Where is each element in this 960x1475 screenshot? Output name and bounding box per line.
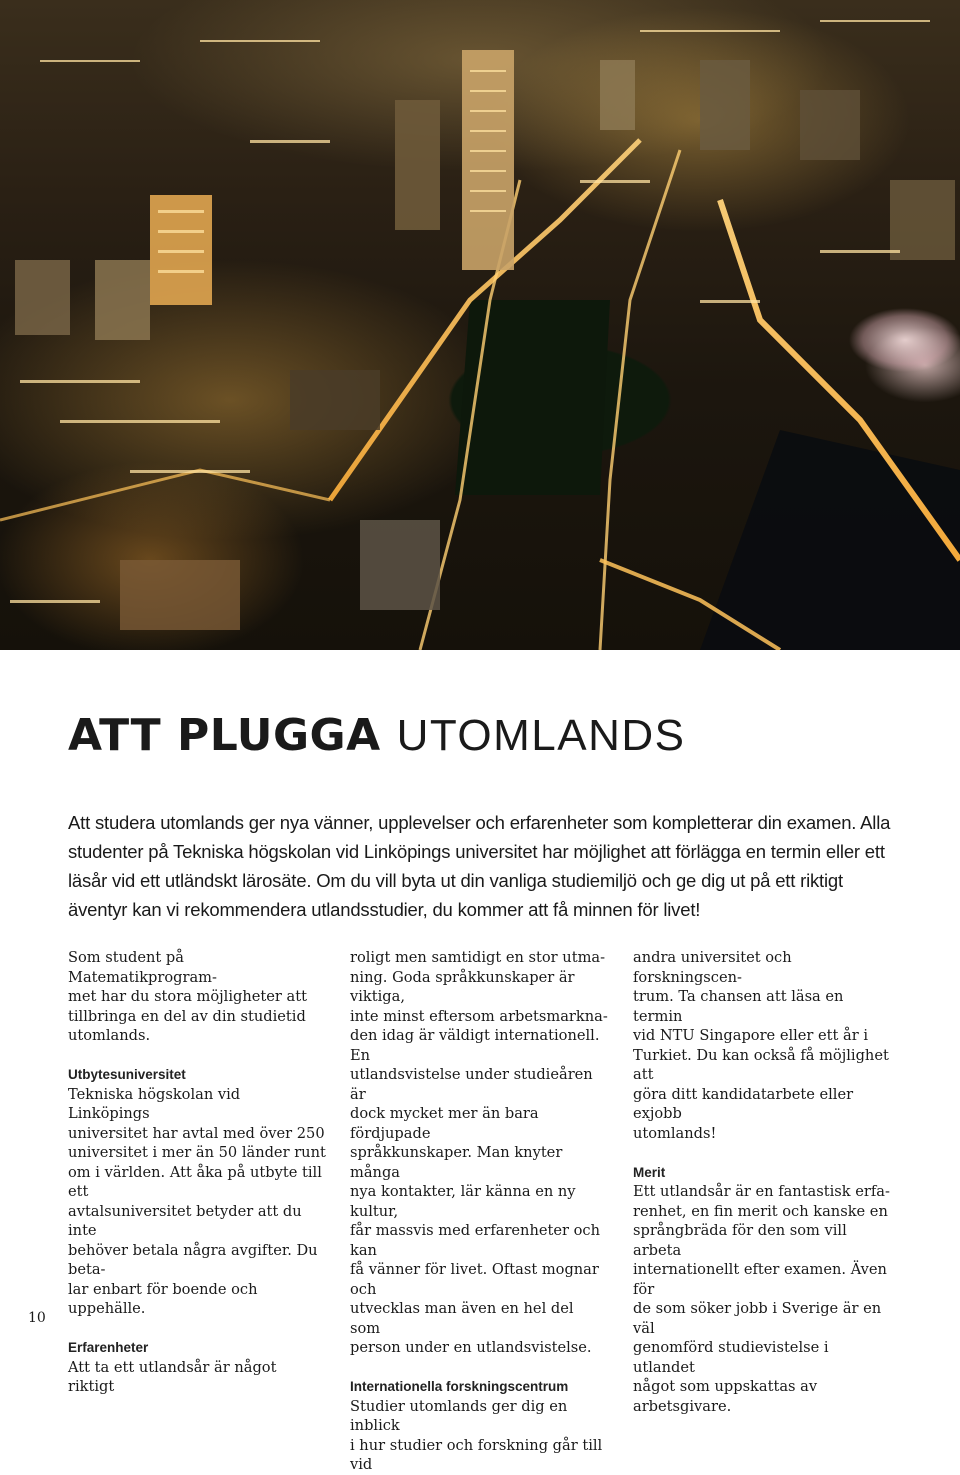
col1-paragraph-1	[68, 948, 326, 1046]
column-3	[633, 948, 891, 1416]
intro-paragraph: Att studera utomlands ger nya vänner, upplevelser och erfarenheter som kompletterar din examen. Alla studenter på Tekniska högskolan vid Linköpings universitet har möjlighet att förlägga en termin eller ett läsår vid ett utländskt lärosäte. Om du vill byta ut din vanliga studiemiljö och ge dig ut på ett riktigt äventyr kan vi rekommendera utlandsstudier, du kommer att få minnen för livet!	[68, 812, 891, 920]
line: met har du stora möjligheter att	[68, 988, 307, 1005]
line: Tekniska högskolan vid Linköpings	[68, 1085, 241, 1122]
col1-heading-erfarenheter: Erfarenheter	[68, 1340, 149, 1355]
col2-heading-internationella-forskningscentrum: Internationella forskningscentrum	[350, 1379, 569, 1394]
line: utlandsvistelse under studieåren är	[350, 1066, 593, 1103]
line: person under en utlandsvistelse.	[350, 1339, 592, 1356]
page-number: 10	[28, 1310, 46, 1326]
line: inte minst eftersom arbetsmarkna-	[350, 1007, 608, 1025]
column-1	[68, 948, 326, 1397]
col2-paragraph-2	[350, 1397, 608, 1475]
line: andra universitet och forskningscen-	[633, 949, 792, 986]
line: universitet i mer än 50 länder runt	[68, 1144, 326, 1161]
line: ning. Goda språkkunskaper är viktiga,	[350, 968, 575, 1005]
line: internationellt efter examen. Även för	[633, 1261, 887, 1298]
line: utomlands!	[633, 1124, 717, 1142]
line: genomförd studievistelse i utlandet	[633, 1339, 829, 1376]
line: Ett utlandsår är en fantastisk erfa-	[633, 1183, 890, 1200]
col2-paragraph-1	[350, 948, 608, 1358]
line: renhet, en fin merit och kanske en	[633, 1202, 888, 1220]
col3-paragraph-1	[633, 948, 891, 1143]
col1-paragraph-3	[68, 1358, 326, 1397]
line: dock mycket mer än bara fördjupade	[350, 1105, 539, 1142]
line: får massvis med erfarenheter och kan	[350, 1222, 600, 1259]
col1-heading-utbytesuniversitet: Utbytesuniversitet	[68, 1067, 186, 1082]
line: avtalsuniversitet betyder att du inte	[68, 1202, 302, 1239]
line: trum. Ta chansen att läsa en termin	[633, 988, 844, 1025]
page-title	[68, 708, 686, 764]
line: Turkiet. Du kan också få möjlighet att	[633, 1046, 889, 1083]
line: roligt men samtidigt en stor utma-	[350, 949, 606, 966]
line: Studier utomlands ger dig en inblick	[350, 1397, 568, 1434]
line: lar enbart för boende och uppehälle.	[68, 1280, 258, 1317]
line: utvecklas man även en hel del som	[350, 1300, 574, 1337]
line: universitet har avtal med över 250	[68, 1124, 325, 1142]
title-light: UTOMLANDS	[396, 711, 686, 760]
line: göra ditt kandidatarbete eller exjobb	[633, 1085, 854, 1122]
line: i hur studier och forskning går till vid	[350, 1436, 603, 1473]
col3-paragraph-2	[633, 1182, 891, 1416]
hero-image-night-city	[0, 0, 960, 650]
line: utomlands.	[68, 1027, 151, 1044]
line: de som söker jobb i Sverige är en väl	[633, 1300, 882, 1337]
title-bold: ATT PLUGGA	[68, 710, 381, 761]
col3-heading-merit: Merit	[633, 1164, 666, 1180]
col1-paragraph-2	[68, 1085, 326, 1319]
line: tillbringa en del av din studietid	[68, 1007, 306, 1025]
line: få vänner för livet. Oftast mognar och	[350, 1261, 599, 1298]
line: den idag är väldigt internationell. En	[350, 1027, 600, 1064]
city-skyline-illustration	[0, 0, 960, 650]
line: språngbräda för den som vill arbeta	[633, 1222, 847, 1259]
line: behöver betala några avgifter. Du beta-	[68, 1241, 318, 1278]
line: språkkunskaper. Man knyter många	[350, 1144, 563, 1181]
column-2	[350, 948, 608, 1475]
line: Som student på Matematikprogram-	[68, 949, 217, 986]
line: vid NTU Singapore eller ett år i	[633, 1027, 869, 1044]
line: om i världen. Att åka på utbyte till ett	[68, 1163, 322, 1200]
line: Att ta ett utlandsår är något riktigt	[68, 1358, 277, 1395]
line: nya kontakter, lär känna en ny kultur,	[350, 1183, 576, 1220]
line: något som uppskattas av arbetsgivare.	[633, 1378, 818, 1415]
